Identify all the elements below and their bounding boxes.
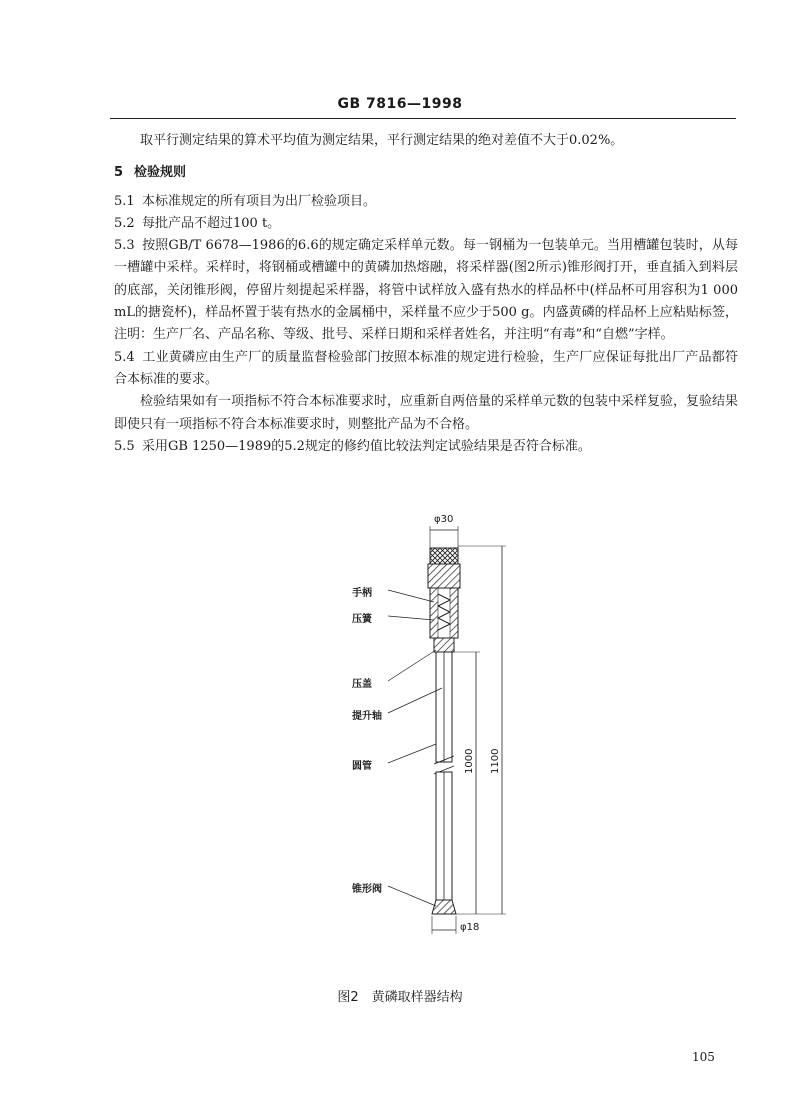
clause-number: 5.1 bbox=[114, 193, 135, 209]
clause-number: 5.2 bbox=[114, 215, 135, 231]
clause-text: 按照GB/T 6678—1986的6.6的规定确定采样单元数。每一钢桶为一包装单元。当用槽罐包装时，从每一槽罐中采样。采样时，将钢桶或槽罐中的黄磷加热熔融，将采样器(图2所示)锥形阀打开，垂直插入到料层的底部，关闭锥形阀，停留片刻提起采样器，将管中试样放入盛有热水的样品杯中(样品杯可用容积为1 000 mL的搪瓷杯)，样品杯置于装有热水的金属桶中，采样量不应少于500 g。内盛黄磷的样品杯上应粘贴标签，注明：生产厂名、产品名称、等级、批号、采样日期和采样者姓名，并注明“有毒”和“自燃”字样。 bbox=[114, 238, 738, 343]
dim-top-diameter: φ30 bbox=[434, 514, 454, 525]
label-cover: 压盖 bbox=[352, 679, 372, 690]
clause-number: 5.4 bbox=[114, 349, 135, 365]
figure-caption: 图2 黄磷取样器结构 bbox=[337, 990, 463, 1005]
paragraph-5-4-continued: 检验结果如有一项指标不符合本标准要求时，应重新自两倍量的采样单元数的包装中采样复验，复验结果即使只有一项指标不符合本标准要求时，则整批产品为不合格。 bbox=[114, 394, 739, 432]
section-title: 检验规则 bbox=[134, 165, 187, 181]
clause-number: 5.3 bbox=[114, 238, 135, 254]
clause-text: 每批产品不超过100 t。 bbox=[142, 215, 281, 231]
cover bbox=[434, 638, 454, 652]
clause-number: 5.5 bbox=[114, 438, 135, 454]
clause-5-2 bbox=[114, 213, 738, 235]
clause-5-1 bbox=[114, 191, 738, 213]
paragraph-intro: 取平行测定结果的算术平均值为测定结果，平行测定结果的绝对差值不大于0.02%。 bbox=[140, 133, 624, 148]
section-heading bbox=[114, 162, 738, 184]
dim-bottom-diameter: φ18 bbox=[460, 922, 480, 933]
label-handle: 手柄 bbox=[352, 588, 372, 599]
section-number: 5 bbox=[114, 165, 124, 181]
label-tube: 圆管 bbox=[352, 761, 372, 772]
clause-text: 本标准规定的所有项目为出厂检验项目。 bbox=[142, 193, 377, 209]
body-text bbox=[114, 130, 738, 458]
clause-5-3 bbox=[114, 235, 738, 346]
dim-total-length: 1100 bbox=[490, 748, 501, 774]
page-number: 105 bbox=[692, 1050, 715, 1064]
label-spring: 压簧 bbox=[352, 614, 372, 625]
clause-text: 采用GB 1250—1989的5.2规定的修约值比较法判定试验结果是否符合标准。 bbox=[142, 438, 591, 454]
cone-valve bbox=[432, 900, 456, 914]
clause-5-5 bbox=[114, 436, 738, 458]
page-header: GB 7816—1998 bbox=[337, 96, 463, 112]
header-rule bbox=[110, 118, 736, 119]
label-rod: 提升轴 bbox=[352, 711, 382, 722]
label-valve: 锥形阀 bbox=[352, 884, 382, 895]
sampler-figure bbox=[330, 514, 550, 948]
handle-top bbox=[430, 548, 458, 564]
dim-inner-length: 1000 bbox=[464, 748, 475, 774]
clause-5-4 bbox=[114, 347, 738, 392]
handle-body bbox=[428, 564, 460, 588]
clause-text: 工业黄磷应由生产厂的质量监督检验部门按照本标准的规定进行检验，生产厂应保证每批出厂产品都符合本标准的要求。 bbox=[114, 349, 738, 387]
